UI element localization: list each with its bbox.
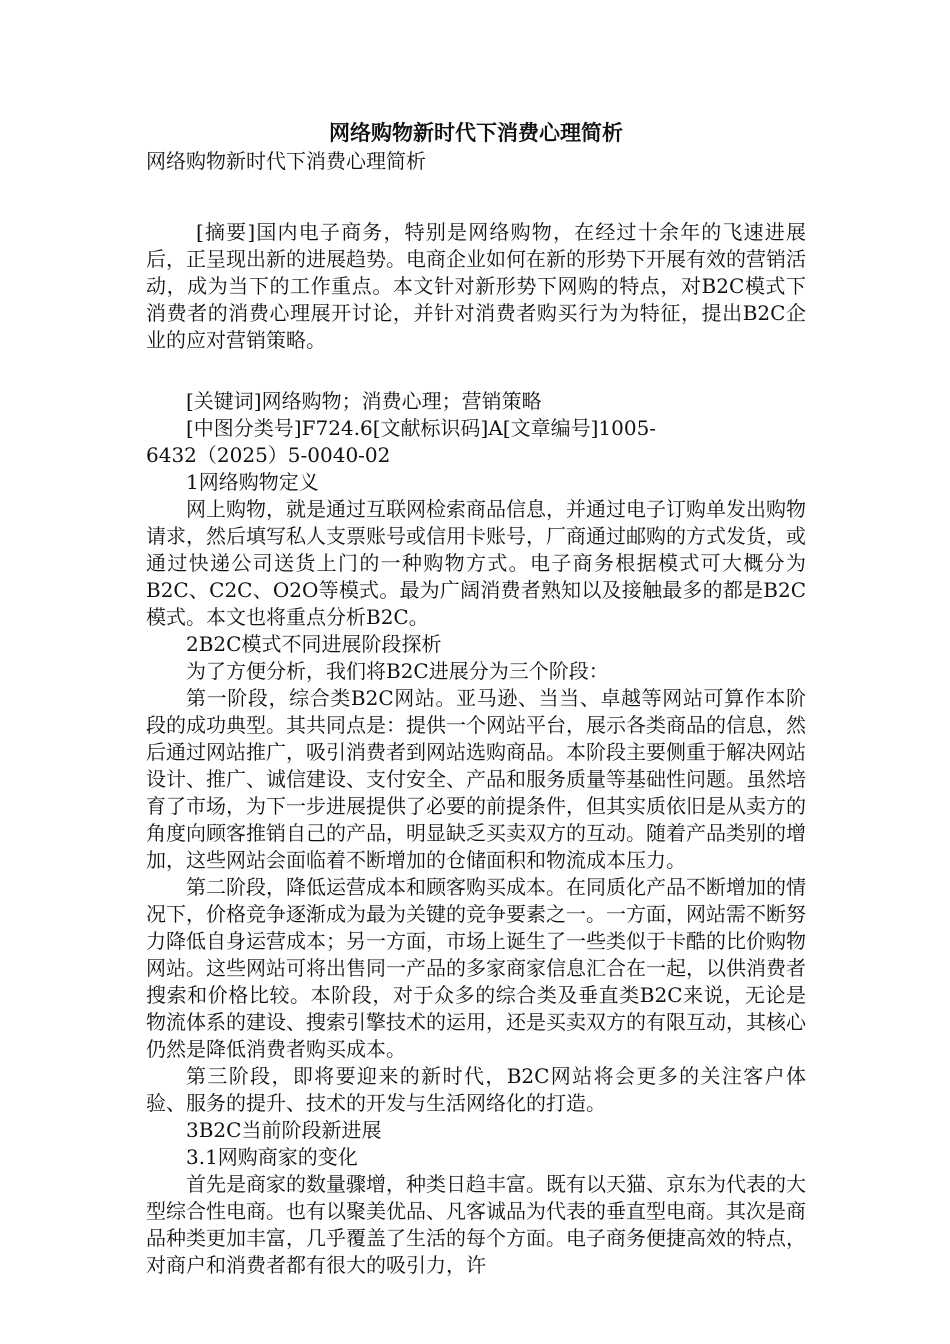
section-3-1-heading: 3.1网购商家的变化: [186, 1145, 358, 1169]
section-3-1-paragraph: 首先是商家的数量骤增，种类日趋丰富。既有以天猫、京东为代表的大型综合性电商。也有以聚美优品、凡客诚品为代表的垂直型电商。其次是商品种类更加丰富，几乎覆盖了生活的每个方面。电子商务便捷高效的特点，对商户和消费者都有很大的吸引力，许: [146, 1172, 806, 1277]
section-2-intro: 为了方便分析，我们将B2C进展分为三个阶段：: [186, 659, 609, 683]
section-2-stage-3: 第三阶段，即将要迎来的新时代，B2C网站将会更多的关注客户体验、服务的提升、技术的开发与生活网络化的打造。: [146, 1064, 806, 1115]
section-2-heading: 2B2C模式不同进展阶段探析: [186, 632, 442, 656]
section-2-stage-1: 第一阶段，综合类B2C网站。亚马逊、当当、卓越等网站可算作本阶段的成功典型。其共同点是：提供一个网站平台，展示各类商品的信息，然后通过网站推广，吸引消费者到网站选购商品。本阶段主要侧重于解决网站设计、推广、诚信建设、支付安全、产品和服务质量等基础性问题。虽然培育了市场，为下一步进展提供了必要的前提条件，但其实质依旧是从卖方的角度向顾客推销自己的产品，明显缺乏买卖双方的互动。随着产品类别的增加，这些网站会面临着不断增加的仓储面积和物流成本压力。: [146, 686, 806, 872]
document-title: 网络购物新时代下消费心理简析: [329, 120, 623, 145]
document-subtitle: 网络购物新时代下消费心理简析: [146, 149, 426, 173]
classification-line-continued: 6432（2025）5-0040-02: [146, 443, 391, 467]
document-page: [146, 118, 806, 1279]
keywords-line: [关键词]网络购物；消费心理；营销策略: [186, 389, 542, 413]
section-2-stage-2: 第二阶段，降低运营成本和顾客购买成本。在同质化产品不断增加的情况下，价格竞争逐渐成为最为关键的竞争要素之一。一方面，网站需不断努力降低自身运营成本；另一方面，市场上诞生了一些类似于卡酷的比价购物网站。这些网站可将出售同一产品的多家商家信息汇合在一起，以供消费者搜索和价格比较。本阶段，对于众多的综合类及垂直类B2C来说，无论是物流体系的建设、搜索引擎技术的运用，还是买卖双方的有限互动，其核心仍然是降低消费者购买成本。: [146, 875, 806, 1061]
section-1-paragraph: 网上购物，就是通过互联网检索商品信息，并通过电子订购单发出购物请求，然后填写私人支票账号或信用卡账号，厂商通过邮购的方式发货，或通过快递公司送货上门的一种购物方式。电子商务根据模式可大概分为B2C、C2C、O2O等模式。最为广阔消费者熟知以及接触最多的都是B2C模式。本文也将重点分析B2C。: [146, 497, 806, 629]
section-1-heading: 1网络购物定义: [186, 470, 319, 494]
classification-line: [中图分类号]F724.6[文献标识码]A[文章编号]1005-: [186, 416, 657, 440]
section-3-heading: 3B2C当前阶段新进展: [186, 1118, 382, 1142]
abstract-paragraph: [摘要]国内电子商务，特别是网络购物，在经过十余年的飞速进展后，正呈现出新的进展趋势。电商企业如何在新的形势下开展有效的营销活动，成为当下的工作重点。本文针对新形势下网购的特点，对B2C模式下消费者的消费心理展开讨论，并针对消费者购买行为为特征，提出B2C企业的应对营销策略。: [146, 220, 806, 352]
